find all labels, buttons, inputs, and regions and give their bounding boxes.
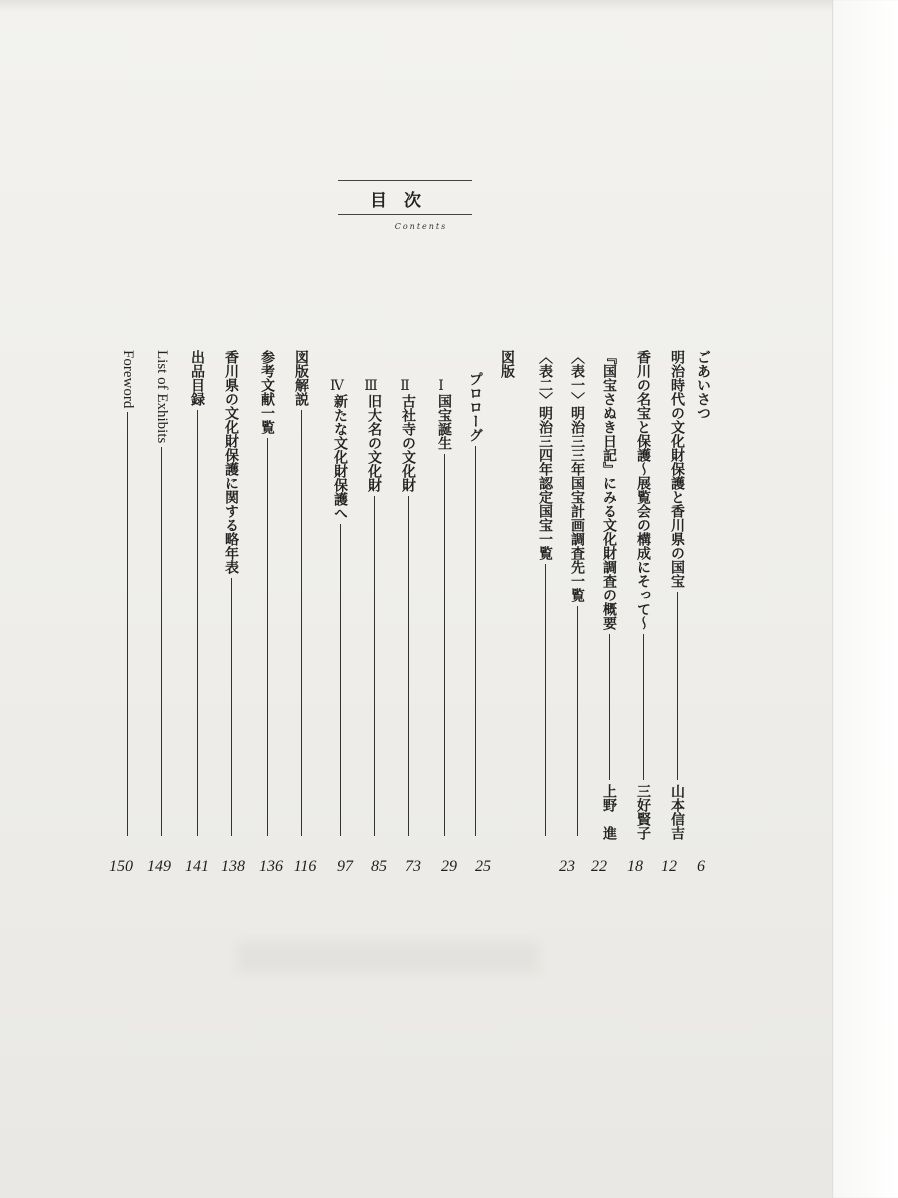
toc-entry-label: 新たな文化財保護へ — [332, 394, 348, 520]
toc-entry-label: 旧大名の文化財 — [366, 394, 382, 492]
toc-entry-list-of-exhibits[interactable] — [154, 350, 169, 840]
next-page-edge — [832, 0, 898, 1198]
paper-stain — [238, 942, 538, 972]
header-rule-top — [338, 180, 472, 181]
toc-entry-author: 上野 進 — [601, 784, 617, 840]
leader-line — [301, 410, 302, 836]
toc-entry-label: 明治時代の文化財保護と香川県の国宝 — [669, 350, 685, 588]
leader-line — [267, 438, 268, 836]
page-top-shadow — [0, 0, 832, 12]
toc-entry-author: 山本信吉 — [669, 784, 685, 840]
toc-entry-chapter-1[interactable] — [434, 378, 454, 840]
toc-entry-kagawa-treasures[interactable] — [636, 350, 650, 840]
toc-entry-exhibit-catalog[interactable] — [190, 350, 204, 840]
page-number: 141 — [185, 858, 209, 875]
page-number: 116 — [293, 858, 317, 875]
toc-entry-foreword[interactable] — [120, 350, 135, 840]
toc-entry-author: 三好賢子 — [635, 784, 651, 840]
leader-line — [545, 564, 546, 836]
page-number: 6 — [697, 858, 705, 875]
page-number: 22 — [591, 858, 607, 875]
page-number: 18 — [627, 858, 643, 875]
toc-entry-label: 古社寺の文化財 — [400, 394, 416, 492]
toc-entry-prologue[interactable] — [468, 372, 482, 840]
leader-line — [231, 578, 232, 836]
leader-line — [577, 606, 578, 836]
toc-entry-label: List of Exhibits — [154, 350, 170, 444]
page-number: 149 — [147, 858, 171, 875]
page-number: 12 — [661, 858, 677, 875]
toc-entry-label: 香川の名宝と保護〜展覧会の構成にそって〜 — [635, 350, 651, 630]
chapter-numeral: Ⅳ — [329, 378, 345, 394]
toc-entry-label: 〈表一〉明治三三年国宝計画調査先一覧 — [569, 350, 585, 602]
toc-entry-chapter-4[interactable] — [330, 378, 350, 840]
toc-entry-label: 香川県の文化財保護に関する略年表 — [223, 350, 239, 574]
leader-line — [127, 412, 128, 836]
page-number: 23 — [559, 858, 575, 875]
toc-entry-label: 図版解説 — [293, 350, 309, 406]
toc-entry-label: 国宝誕生 — [436, 394, 452, 450]
toc-entry-greeting[interactable] — [696, 350, 710, 870]
toc-entry-sanuki-diary[interactable] — [602, 350, 616, 840]
leader-line — [643, 634, 644, 780]
chapter-numeral: Ⅲ — [363, 378, 379, 394]
chapter-numeral: Ⅱ — [397, 378, 413, 394]
toc-entry-chapter-3[interactable] — [364, 378, 384, 840]
toc-entry-label: Foreword — [120, 350, 136, 409]
toc-entry-plate-notes[interactable] — [294, 350, 308, 840]
toc-title: 目 次 — [370, 191, 421, 211]
toc-entry-references[interactable] — [260, 350, 274, 840]
toc-entry-meiji-protection[interactable] — [670, 350, 684, 840]
leader-line — [197, 410, 198, 836]
page-number: 73 — [405, 858, 421, 875]
leader-line — [475, 446, 476, 836]
toc-entry-label: プロローグ — [467, 372, 483, 442]
toc-entry-table-one[interactable] — [570, 350, 584, 840]
toc-section-label: 図版 — [499, 350, 515, 378]
leader-line — [374, 496, 375, 836]
toc-entry-label: 〈表二〉明治三四年認定国宝一覧 — [537, 350, 553, 560]
toc-entry-label: ごあいさつ — [695, 350, 711, 420]
toc-entry-chapter-2[interactable] — [398, 378, 418, 840]
page-number: 150 — [109, 858, 133, 875]
toc-section-plates — [500, 350, 514, 378]
leader-line — [340, 524, 341, 836]
toc-entry-label: 出品目録 — [189, 350, 205, 406]
leader-line — [161, 447, 162, 836]
leader-line — [609, 634, 610, 780]
leader-line — [677, 592, 678, 780]
page-number: 25 — [475, 858, 491, 875]
page-number: 138 — [221, 858, 245, 875]
chapter-numeral: Ⅰ — [433, 378, 449, 394]
toc-entry-label: 『国宝さぬき日記』にみる文化財調査の概要 — [601, 350, 617, 630]
page-number: 29 — [441, 858, 457, 875]
page-number: 97 — [337, 858, 353, 875]
page-number: 85 — [371, 858, 387, 875]
toc-subtitle: Contents — [394, 222, 448, 231]
toc-entry-chronology[interactable] — [224, 350, 238, 840]
header-rule-bottom — [338, 214, 472, 215]
leader-line — [408, 496, 409, 836]
page-number: 136 — [259, 858, 283, 875]
toc-entry-label: 参考文献一覧 — [259, 350, 275, 434]
toc-entry-table-two[interactable] — [538, 350, 552, 840]
leader-line — [444, 454, 445, 836]
